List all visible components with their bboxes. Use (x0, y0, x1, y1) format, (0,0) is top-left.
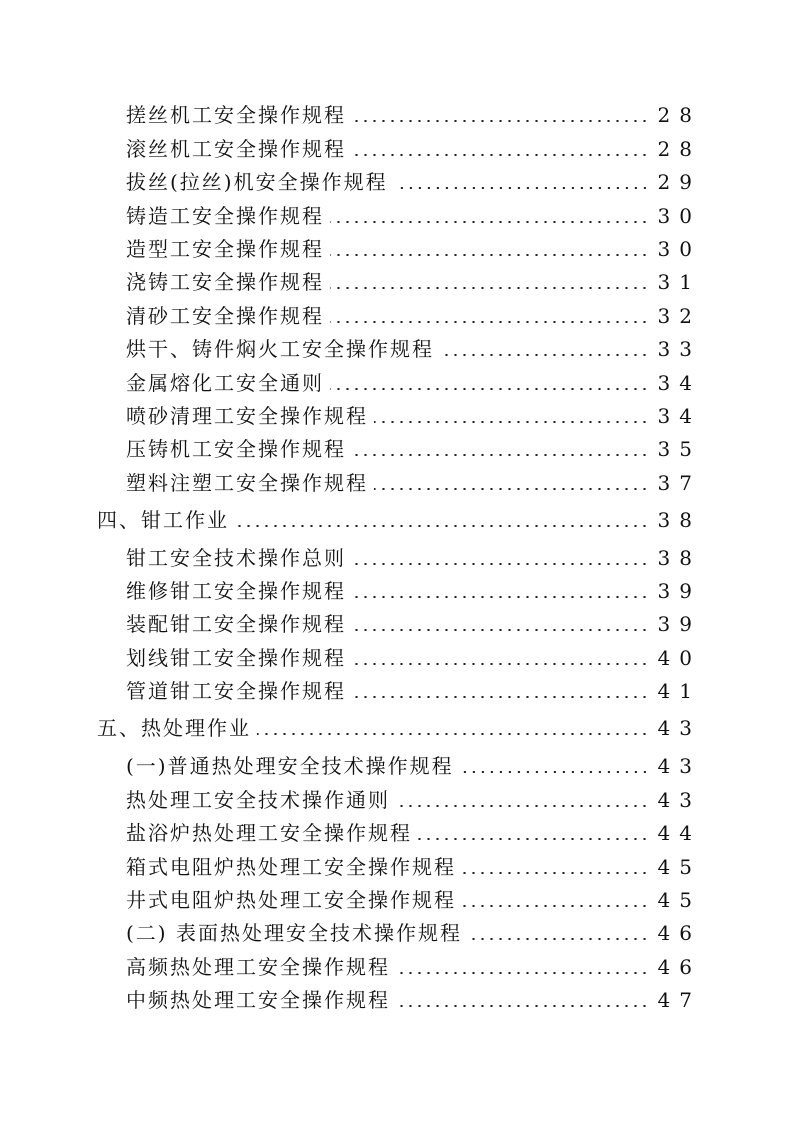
toc-page-number: 38 (657, 508, 701, 532)
toc-entry-title: 压铸机工安全操作规程 (126, 437, 346, 461)
toc-page-number: 32 (657, 304, 701, 328)
dot-leader (352, 696, 649, 698)
toc-entry[interactable] (126, 431, 701, 461)
dot-leader (352, 154, 649, 156)
toc-entry-title: 钳工安全技术操作总则 (126, 546, 346, 570)
toc-entry[interactable] (126, 915, 701, 945)
toc-entry-title: 管道钳工安全操作规程 (126, 679, 346, 703)
dot-leader (460, 771, 649, 773)
toc-page-number: 28 (657, 137, 701, 161)
toc-entry-title: 热处理工安全技术操作通则 (126, 788, 390, 812)
toc-entry-title: 划线钳工安全操作规程 (126, 646, 346, 670)
dot-leader (462, 905, 649, 907)
toc-entry-title: 拔丝(拉丝)机安全操作规程 (126, 170, 388, 194)
toc-page-number: 45 (657, 855, 701, 879)
dot-leader (330, 321, 649, 323)
toc-entry[interactable] (126, 949, 701, 979)
toc-entry-title: (二) 表面热处理安全技术操作规程 (126, 921, 462, 945)
toc-entry-title: 浇铸工安全操作规程 (126, 270, 324, 294)
toc-entry[interactable] (126, 606, 701, 636)
toc-entry[interactable] (126, 465, 701, 495)
toc-entry[interactable] (126, 131, 701, 161)
toc-entry[interactable] (126, 97, 701, 127)
toc-entry-title: 清砂工安全操作规程 (126, 304, 324, 328)
toc-page-number: 43 (657, 716, 701, 740)
dot-leader (330, 388, 649, 390)
toc-page-number: 31 (657, 270, 701, 294)
dot-leader (440, 354, 649, 356)
toc-entry[interactable] (126, 298, 701, 328)
toc-entry-title: 井式电阻炉热处理工安全操作规程 (126, 888, 456, 912)
dot-leader (330, 221, 649, 223)
dot-leader (352, 596, 649, 598)
dot-leader (235, 525, 649, 527)
toc-entry-title: 箱式电阻炉热处理工安全操作规程 (126, 855, 456, 879)
toc-page-number: 34 (657, 371, 701, 395)
toc-entry-title: 中频热处理工安全操作规程 (126, 988, 390, 1012)
toc-entry-title: 造型工安全操作规程 (126, 237, 324, 261)
toc-entry[interactable] (126, 264, 701, 294)
toc-page-number: 33 (657, 337, 701, 361)
toc-entry-title: 搓丝机工安全操作规程 (126, 103, 346, 127)
toc-entry-title: (一)普通热处理安全技术操作规程 (126, 754, 454, 778)
toc-entry-title: 盐浴炉热处理工安全操作规程 (126, 821, 412, 845)
dot-leader (394, 187, 649, 189)
toc-entry[interactable] (126, 673, 701, 703)
toc-entry-title: 装配钳工安全操作规程 (126, 612, 346, 636)
toc-page-number: 45 (657, 888, 701, 912)
toc-entry-title: 铸造工安全操作规程 (126, 204, 324, 228)
toc-page-number: 43 (657, 788, 701, 812)
toc-entry-title: 滚丝机工安全操作规程 (126, 137, 346, 161)
toc-section-title: 五、热处理作业 (97, 716, 251, 740)
toc-entry[interactable] (126, 365, 701, 395)
toc-entry[interactable] (126, 164, 701, 194)
dot-leader (352, 629, 649, 631)
toc-entry[interactable] (126, 882, 701, 912)
dot-leader (396, 805, 649, 807)
toc-page-number: 47 (657, 988, 701, 1012)
dot-leader (396, 972, 649, 974)
toc-entry[interactable] (126, 815, 701, 845)
dot-leader (396, 1005, 649, 1007)
toc-entry-title: 烘干、铸件焖火工安全操作规程 (126, 337, 434, 361)
toc-entry[interactable] (126, 398, 701, 428)
toc-section[interactable] (97, 502, 701, 532)
toc-entry-title: 喷砂清理工安全操作规程 (126, 404, 368, 428)
dot-leader (374, 421, 649, 423)
toc-page-number: 30 (657, 237, 701, 261)
dot-leader (352, 563, 649, 565)
toc-page-number: 29 (657, 170, 701, 194)
toc-entry-title: 塑料注塑工安全操作规程 (126, 471, 368, 495)
toc-entry[interactable] (126, 640, 701, 670)
toc-entry-title: 高频热处理工安全操作规程 (126, 955, 390, 979)
dot-leader (352, 120, 649, 122)
toc-page-number: 46 (657, 955, 701, 979)
toc-page-number: 46 (657, 921, 701, 945)
toc-entry-title: 金属熔化工安全通则 (126, 371, 324, 395)
toc-section[interactable] (97, 710, 701, 740)
toc-page-number: 39 (657, 579, 701, 603)
toc-page-number: 40 (657, 646, 701, 670)
toc-entry[interactable] (126, 573, 701, 603)
toc-entry[interactable] (126, 198, 701, 228)
toc-page-number: 35 (657, 437, 701, 461)
toc-entry[interactable] (126, 231, 701, 261)
dot-leader (352, 454, 649, 456)
dot-leader (462, 872, 649, 874)
dot-leader (374, 488, 649, 490)
toc-entry[interactable] (126, 748, 701, 778)
dot-leader (330, 287, 649, 289)
toc-entry[interactable] (126, 782, 701, 812)
toc-page-number: 43 (657, 754, 701, 778)
toc-page-number: 41 (657, 679, 701, 703)
toc-entry[interactable] (126, 849, 701, 879)
dot-leader (468, 938, 649, 940)
toc-page-number: 39 (657, 612, 701, 636)
toc-page-number: 38 (657, 546, 701, 570)
toc-entry[interactable] (126, 331, 701, 361)
dot-leader (257, 733, 649, 735)
dot-leader (418, 838, 649, 840)
toc-entry[interactable] (126, 540, 701, 570)
toc-page-number: 34 (657, 404, 701, 428)
toc-page-number: 44 (657, 821, 701, 845)
dot-leader (330, 254, 649, 256)
toc-page-number: 30 (657, 204, 701, 228)
dot-leader (352, 663, 649, 665)
toc-page-number: 37 (657, 471, 701, 495)
toc-entry[interactable] (126, 982, 701, 1012)
toc-page-number: 28 (657, 103, 701, 127)
toc-entry-title: 维修钳工安全操作规程 (126, 579, 346, 603)
toc-section-title: 四、钳工作业 (97, 508, 229, 532)
